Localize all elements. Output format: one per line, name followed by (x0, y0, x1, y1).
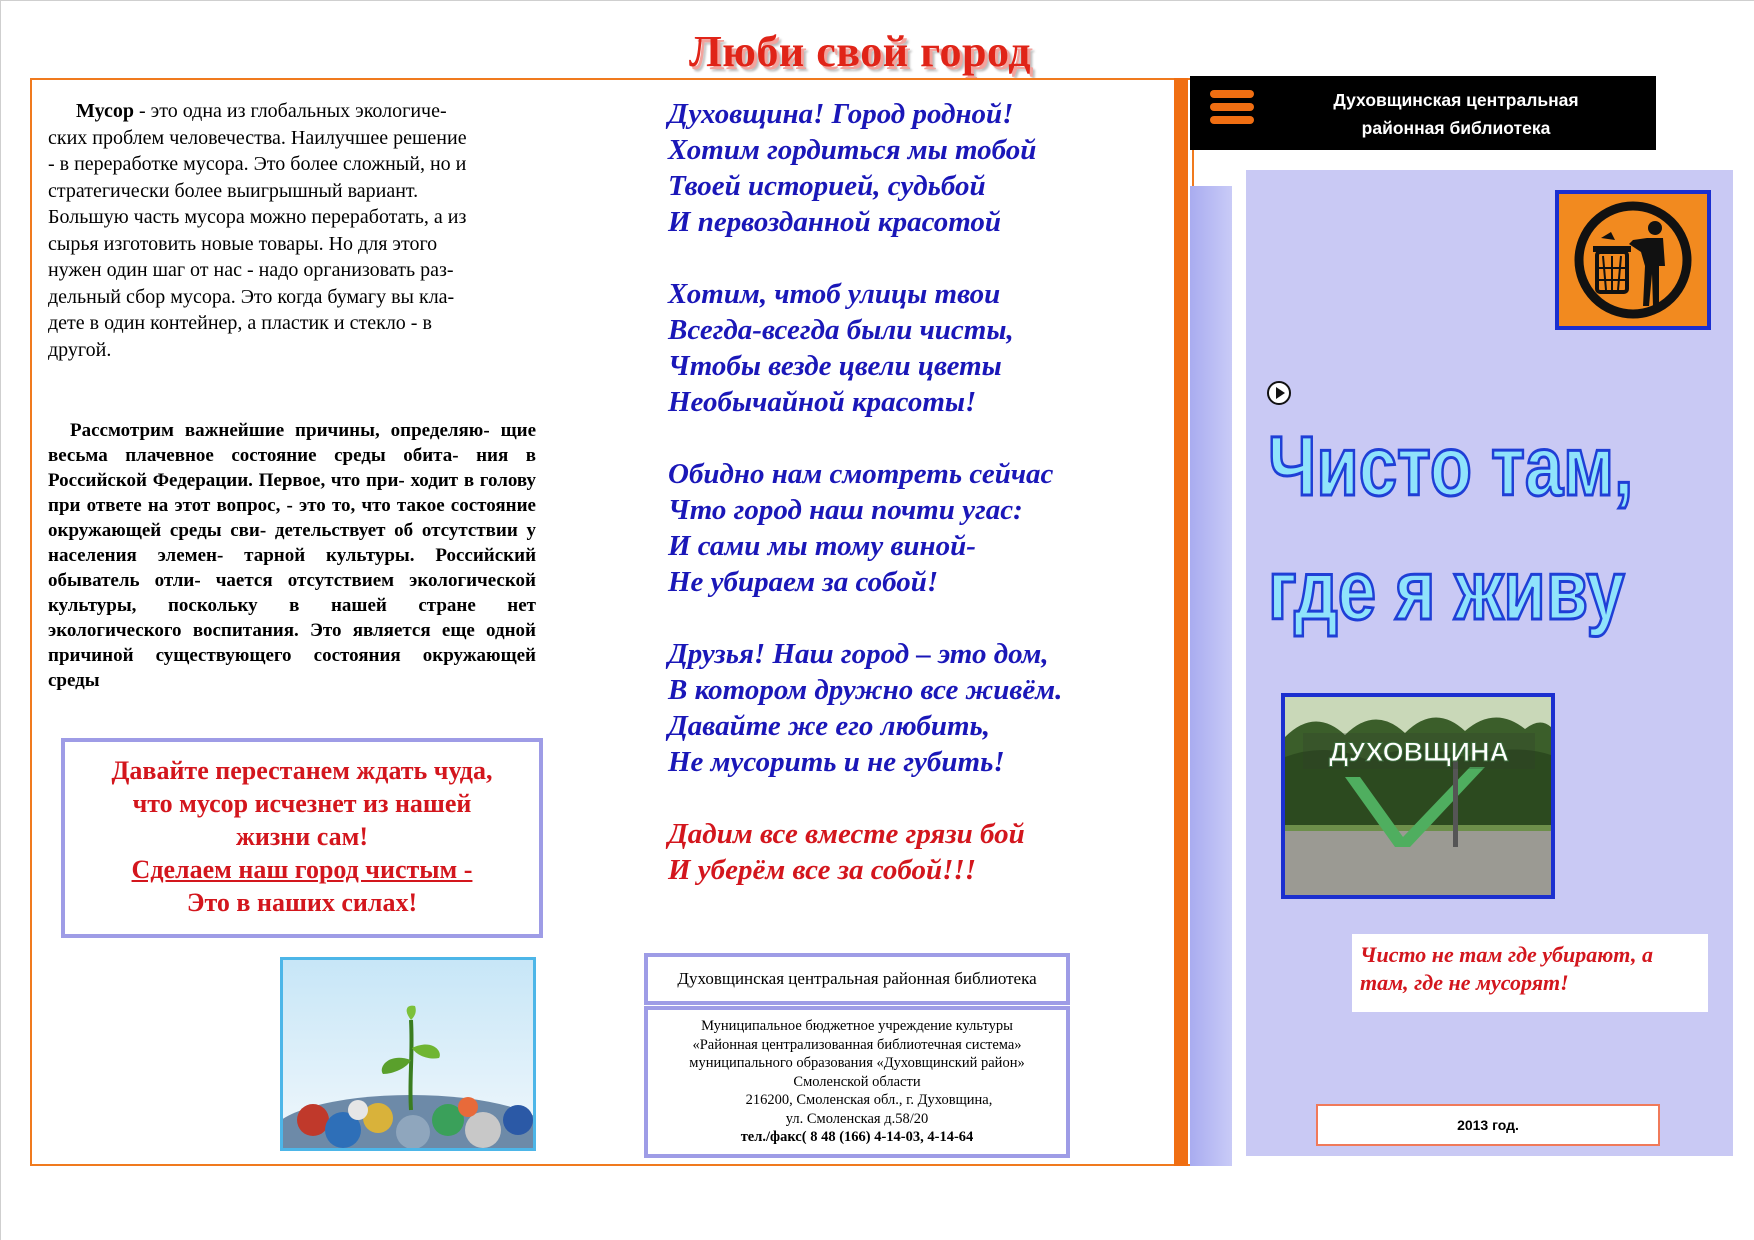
poem-stanza: Духовщина! Город родной! Хотим гордиться мы тобой Твоей историей, судьбой И первозданной красотой (668, 98, 1037, 238)
poem-stanza: Обидно нам смотреть сейчас Что город наш почти угас: И сами мы тому виной- Не убираем за собой! (668, 458, 1054, 598)
no-litter-icon (1555, 190, 1711, 330)
causes-paragraph: Рассмотрим важнейшие причины, определяю- щие весьма плачевное состояние среды обита- ния в Российской Федерации. Первое, что при- ходит в голову при ответе на этот вопрос, - это то, что такое состояние окружающей среды сви- детельствует об отсутствии у населения элемен- тарной культуры. Российский обыватель отли- чается отсутствием экологической культуры, поскольку в нашей стране нет экологического воспитания. Это является еще одной причиной существующего состояния окружающей среды (48, 420, 537, 691)
plant-photo (280, 957, 536, 1151)
cover-header (1190, 76, 1656, 150)
cover-org-name: Духовщинская центральная районная библиотека (1333, 90, 1579, 138)
address-box: Муниципальное бюджетное учреждение культуры «Районная централизованная библиотечная система» муниципального образования «Духовщинский район» Смоленской области 216200, Смоленская обл., г. Духовщина, ул. Смоленская д.58/20 тел./факс( 8 48 (166) 4-14-03, 4-14-64 (644, 1006, 1070, 1158)
appeal-box: Давайте перестанем ждать чуда, что мусор исчезнет из нашей жизни сам! Сделаем наш город чистым - Это в наших силах! (61, 738, 543, 938)
town-sign-photo (1281, 693, 1555, 899)
cover-title: Чисто там, где я живу (1268, 419, 1634, 637)
poem-stanza: Хотим, чтоб улицы твои Всегда-всегда были чисты, Чтобы везде цвели цветы Необычайной красоты! (668, 278, 1014, 418)
year-label: 2013 год. (1316, 1104, 1660, 1146)
appeal-underlined: Сделаем наш город чистым - (131, 855, 473, 884)
poem-stanza-final: Дадим все вместе грязи бой И уберём все за собой!!! (668, 818, 1025, 886)
library-name-box: Духовщинская центральная районная библиотека (644, 953, 1070, 1005)
phone: тел./факс( 8 48 (166) 4-14-03, 4-14-64 (740, 1129, 974, 1145)
page-title: Люби свой город (689, 27, 1031, 76)
poem (668, 96, 1138, 924)
garbage-lead: Мусор (76, 100, 134, 122)
fold-lavender-strip (1190, 186, 1232, 1166)
garbage-paragraph: Мусор - это одна из глобальных экологиче- ских проблем человечества. Наилучшее решение - в переработке мусора. Это более сложный, но и стратегически более выигрышный вариант. Большую часть мусора можно переработать, а из сырья изготовить новые товары. Но для этого нужен один шаг от нас - надо организовать раз- дельный сбор мусора. Это когда бумагу вы кла- дете в один контейнер, а пластик и стекло - в другой. (48, 100, 467, 361)
slogan-quote: Чисто не там где убирают, а там, где не мусорят! (1352, 934, 1708, 1012)
menu-icon[interactable] (1210, 90, 1254, 130)
town-sign-text: ДУХОВЩИНА (1328, 737, 1510, 767)
fold-orange-bar (1174, 78, 1188, 1166)
poem-stanza: Друзья! Наш город – это дом, В котором дружно все живём. Давайте же его любить, Не мусорить и не губить! (668, 638, 1063, 778)
play-icon[interactable] (1266, 380, 1292, 406)
